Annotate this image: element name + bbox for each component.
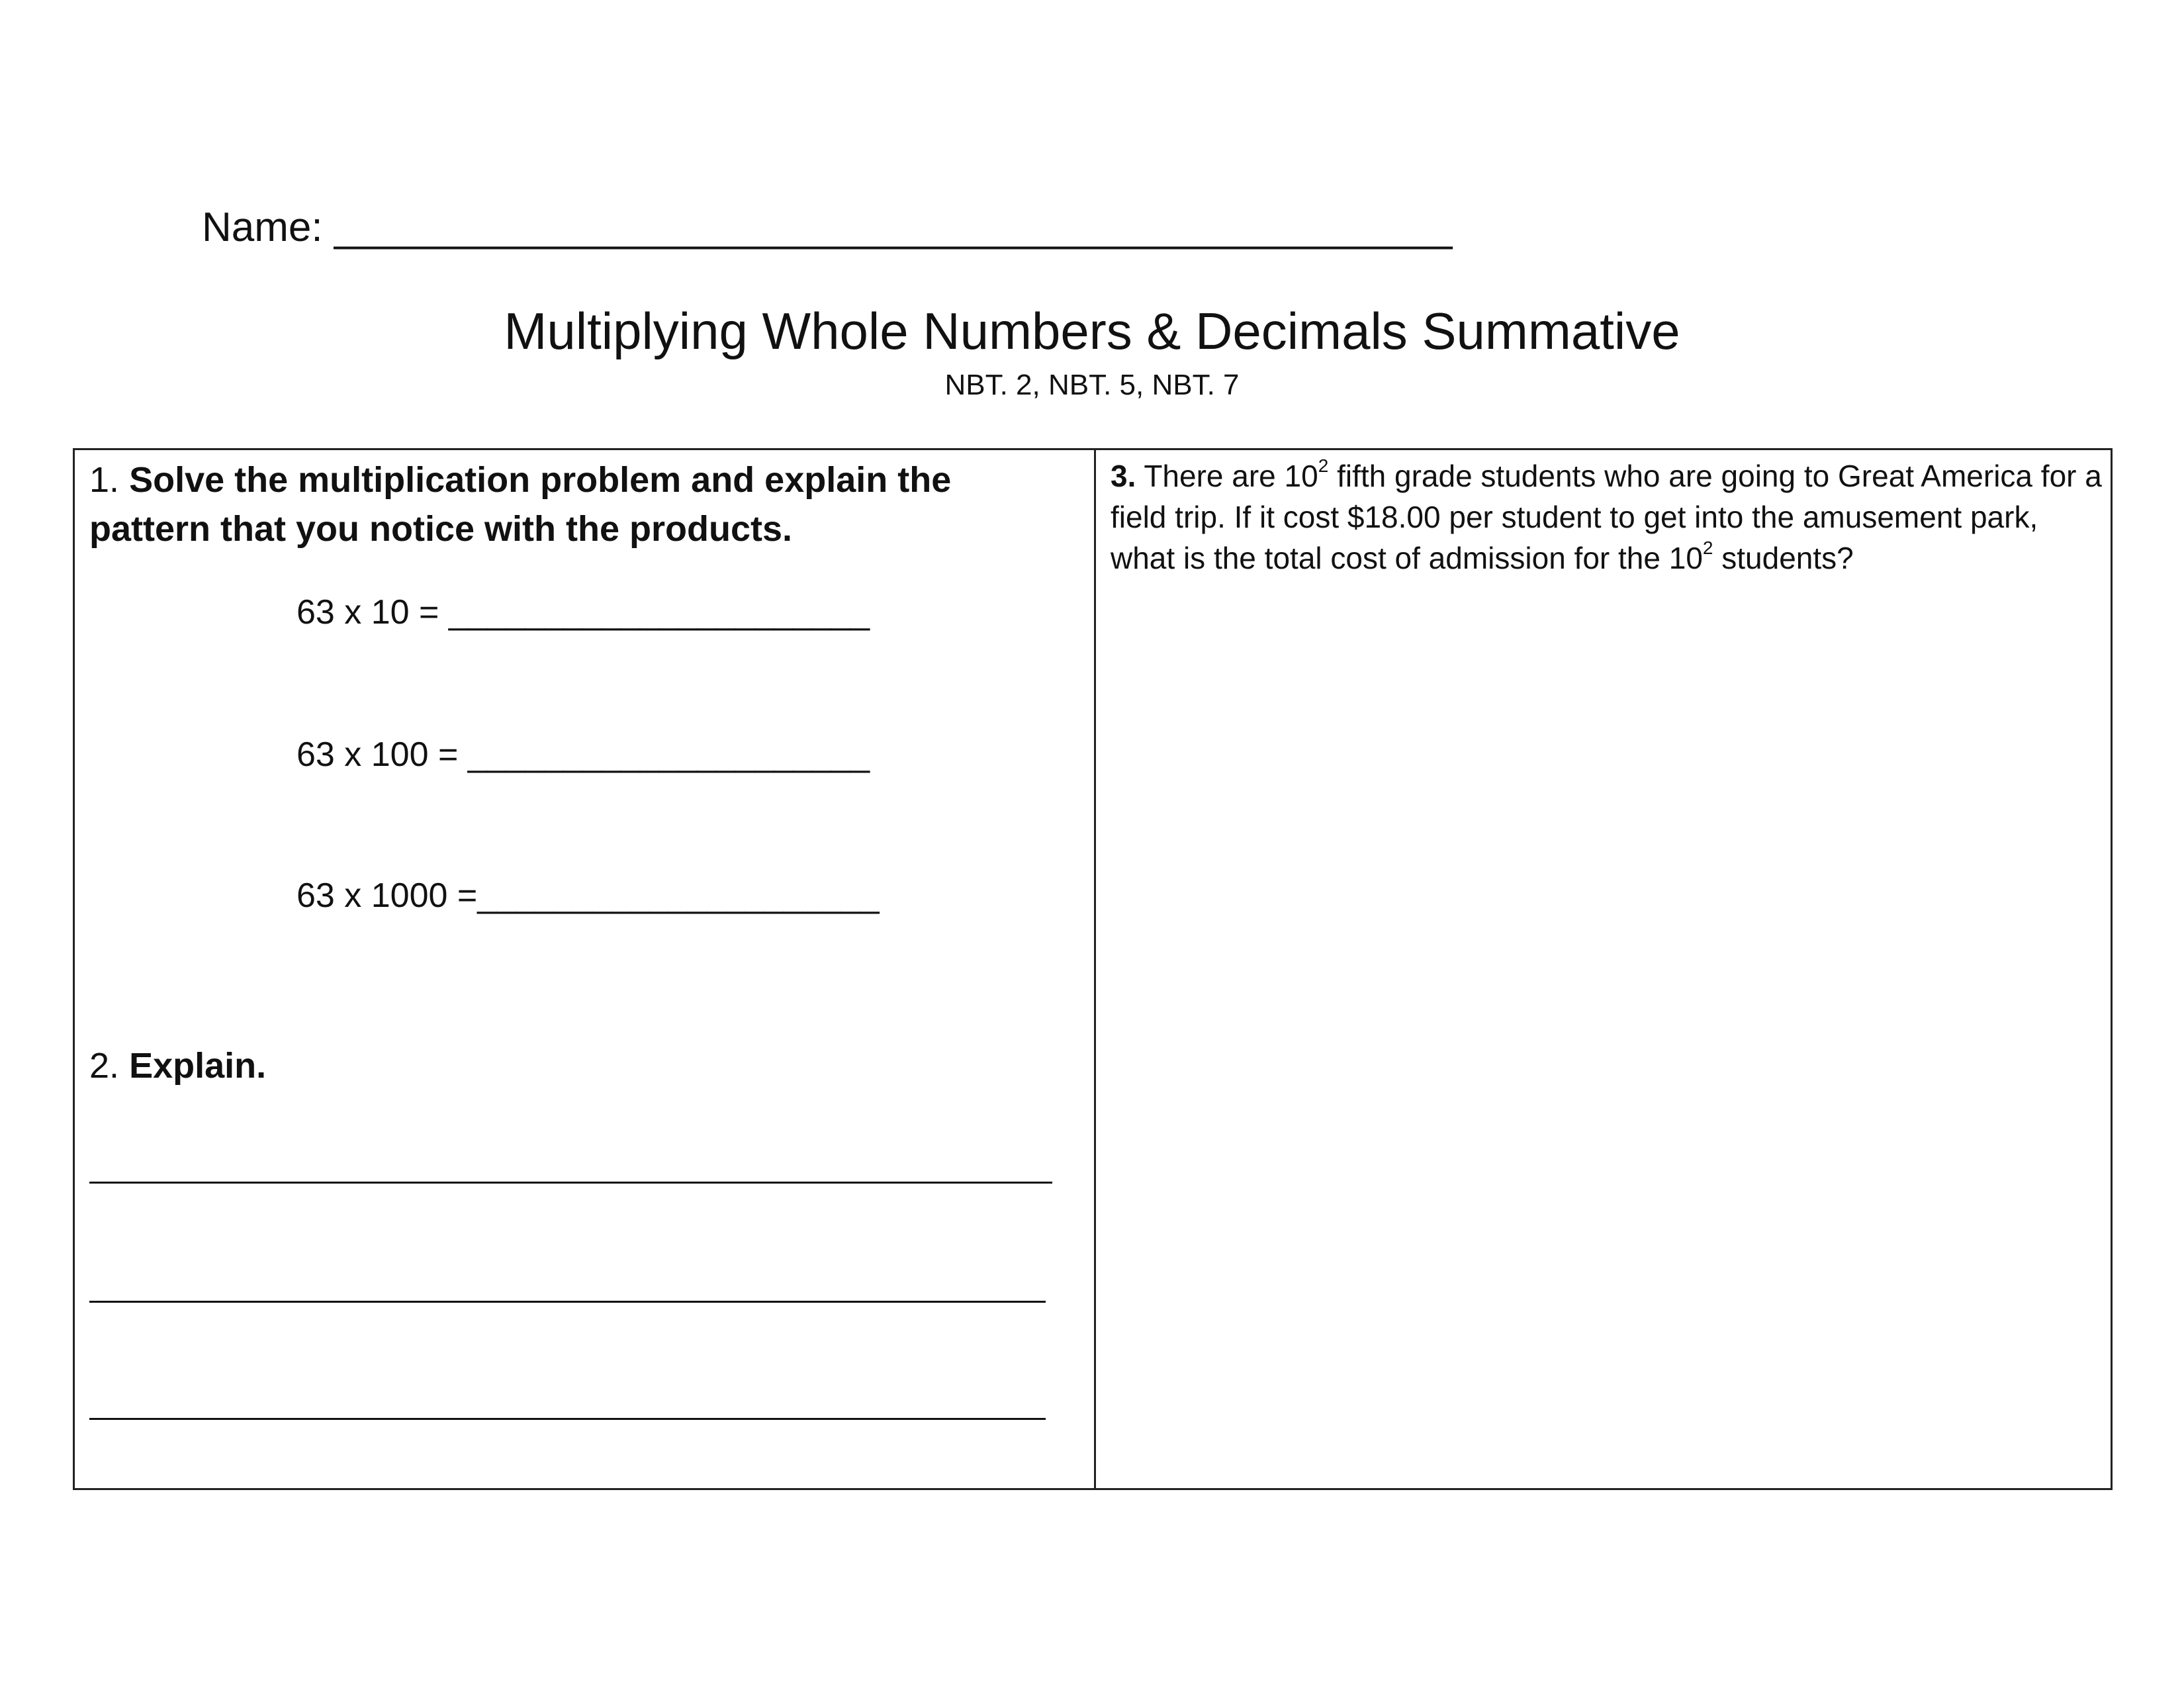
explain-answer-line[interactable] (89, 1418, 1046, 1420)
question-1-number: 1. (89, 460, 120, 500)
equation-answer-blank[interactable]: _____________________ (477, 876, 880, 915)
equation-row (296, 589, 870, 635)
question-3-text-start: There are 10 (1144, 459, 1318, 493)
equation-text: 63 x 100 = (296, 735, 468, 774)
equation-row (296, 731, 870, 778)
question-3-prompt (1111, 455, 2103, 579)
worksheet-table (73, 448, 2113, 1490)
question-2-text: Explain. (129, 1046, 267, 1086)
name-field[interactable] (202, 203, 1452, 253)
question-3-number: 3. (1111, 459, 1136, 493)
question-1-prompt (89, 455, 1082, 553)
question-2-number: 2. (89, 1046, 120, 1086)
worksheet-title: Multiplying Whole Numbers & Decimals Summative (504, 302, 1680, 360)
exponent: 2 (1318, 455, 1329, 476)
exponent: 2 (1702, 538, 1713, 558)
name-label: Name: (202, 205, 323, 250)
explain-answer-line[interactable] (89, 1182, 1052, 1184)
question-3-text-middle: fifth grade students who are going to Great America for a field trip. If it cost $18.00 per student to get into the amusement park, what is the total cost of admission for the 10 (1111, 459, 2102, 575)
equation-row (296, 872, 880, 919)
name-blank[interactable]: _________________________________________________ (334, 205, 1453, 250)
question-3-text-end: students? (1713, 541, 1854, 575)
column-divider (1094, 450, 1096, 1488)
equation-answer-blank[interactable]: ______________________ (448, 593, 870, 632)
equation-text: 63 x 1000 = (296, 876, 478, 915)
equation-answer-blank[interactable]: _____________________ (467, 735, 870, 774)
question-2-prompt (89, 1041, 266, 1090)
standards-line: NBT. 2, NBT. 5, NBT. 7 (944, 369, 1240, 401)
question-1-text: Solve the multiplication problem and explain the pattern that you notice with the products. (89, 460, 952, 549)
explain-answer-line[interactable] (89, 1301, 1046, 1303)
equation-text: 63 x 10 = (296, 593, 449, 632)
